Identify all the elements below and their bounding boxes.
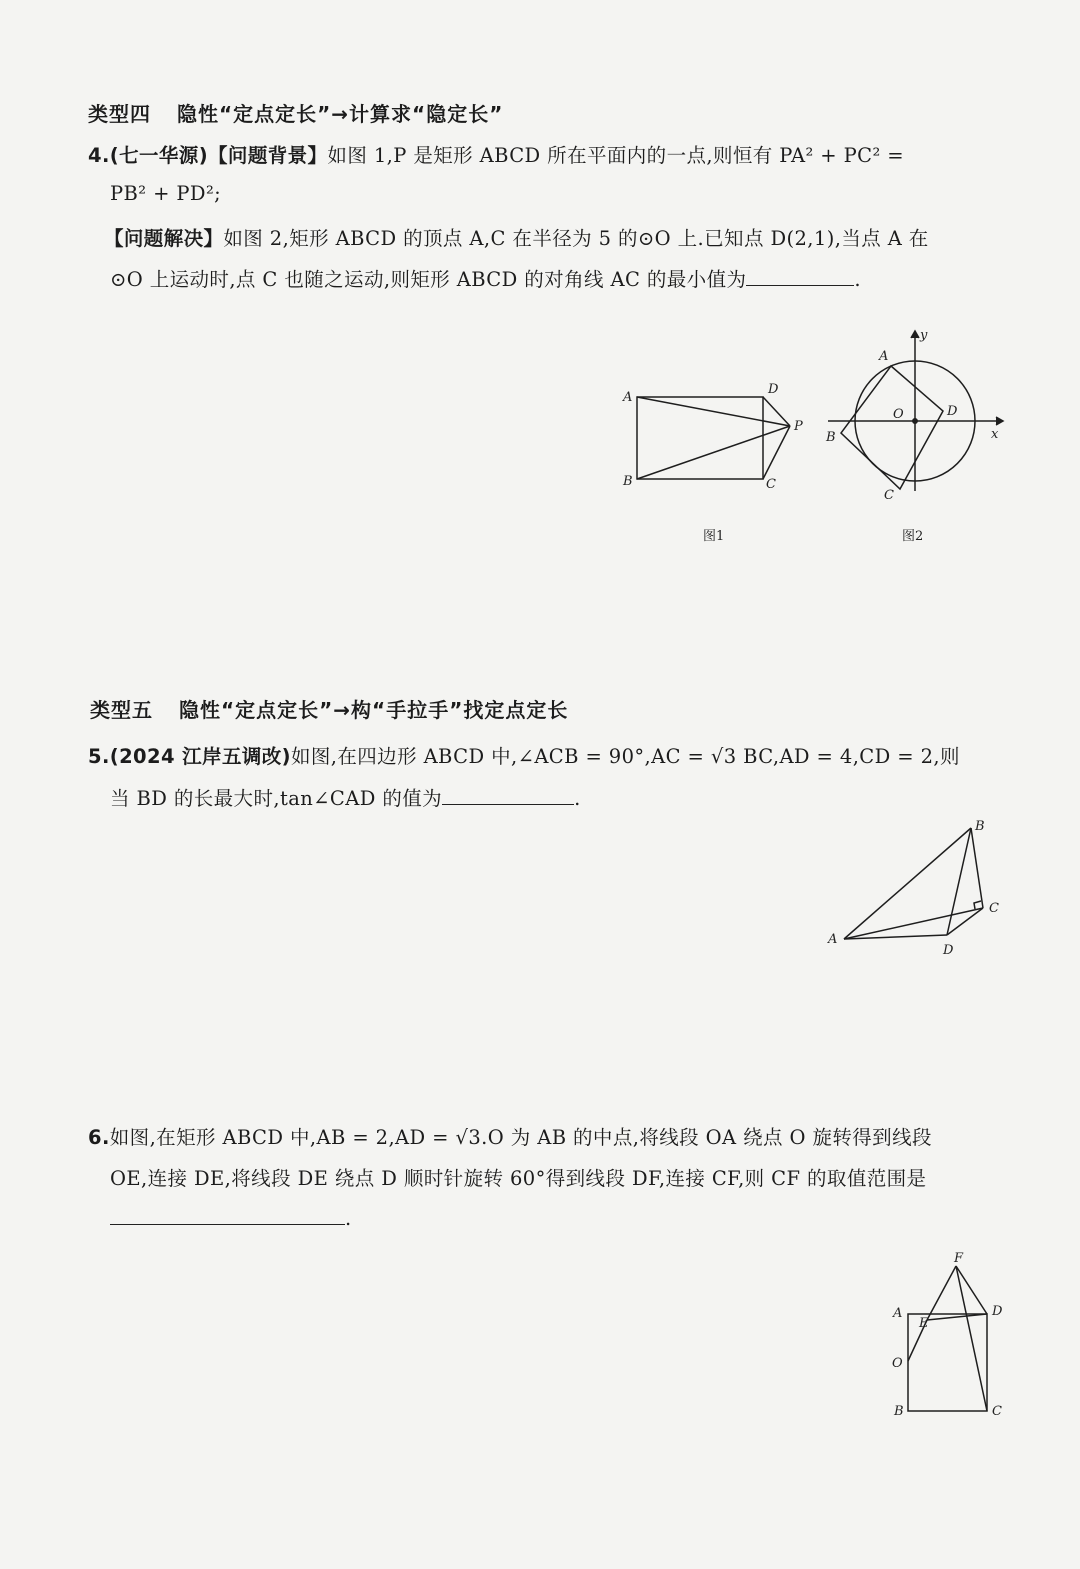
fig1-label-D: D <box>768 382 779 397</box>
q5-end: . <box>574 787 581 810</box>
fig1-label-A: A <box>623 390 633 405</box>
q5-segment-AB <box>844 828 971 939</box>
q5-text-2: 当 BD 的长最大时,tan∠CAD 的值为 <box>110 787 443 810</box>
fig1-label-C: C <box>766 477 776 492</box>
section-4-type: 类型四 <box>88 102 151 126</box>
q5-label-A: A <box>828 932 838 947</box>
q6-segment-EF <box>927 1266 956 1320</box>
section-5-heading <box>90 694 568 723</box>
fig2-label-x: x <box>991 427 999 442</box>
fig2-label-A: A <box>879 349 889 364</box>
q5-figure <box>820 812 1020 962</box>
fig2-y-arrow <box>911 331 919 338</box>
q5-line-2 <box>110 783 581 811</box>
fig1-caption: 图1 <box>703 529 725 544</box>
q5-label-D: D <box>943 943 954 958</box>
q4-answer-blank[interactable] <box>746 267 854 286</box>
q5-segment-BC <box>971 828 983 908</box>
fig2-label-C: C <box>884 488 894 503</box>
q5-number: 5. <box>88 745 110 768</box>
q6-label-O: O <box>892 1356 903 1371</box>
fig2-label-D: D <box>947 404 958 419</box>
q4-line-2 <box>110 182 221 205</box>
q6-segment-CF <box>956 1266 987 1411</box>
q6-answer-blank[interactable] <box>110 1206 345 1225</box>
section-4-title: 隐性“定点定长”→计算求“隐定长” <box>177 102 504 126</box>
q6-end: . <box>345 1207 352 1230</box>
q5-answer-blank[interactable] <box>442 786 574 805</box>
q6-number: 6. <box>88 1126 110 1149</box>
q6-label-D: D <box>992 1304 1003 1319</box>
section-5-type: 类型五 <box>90 698 153 722</box>
q4-tag-solution: 【问题解决】 <box>104 227 224 250</box>
q6-label-C: C <box>992 1404 1002 1419</box>
q6-label-F: F <box>954 1251 964 1266</box>
q5-right-angle-mark <box>974 901 981 909</box>
q6-line-2 <box>110 1163 926 1191</box>
section-5-title: 隐性“定点定长”→构“手拉手”找定点定长 <box>179 698 569 722</box>
q4-line-3 <box>104 223 929 251</box>
section-4-heading <box>88 98 503 127</box>
q5-label-C: C <box>989 901 999 916</box>
q4-source: (七一华源) <box>109 144 209 167</box>
q6-label-A: A <box>893 1306 903 1321</box>
q4-figure-2 <box>818 326 1018 550</box>
q5-source: (2024 江岸五调改) <box>109 745 291 768</box>
fig2-rectangle <box>841 366 943 489</box>
fig2-label-O: O <box>893 407 904 422</box>
q4-figure-1 <box>610 372 810 550</box>
q4-text-1: 如图 1,P 是矩形 ABCD 所在平面内的一点,则恒有 PA² + PC² = <box>327 144 905 167</box>
fig2-x-arrow <box>996 417 1003 425</box>
q4-text-3: 如图 2,矩形 ABCD 的顶点 A,C 在半径为 5 的⊙O 上.已知点 D(2,1),当点 A 在 <box>223 227 929 250</box>
q6-line-3 <box>110 1206 352 1230</box>
q6-label-B: B <box>894 1404 904 1419</box>
q5-label-B: B <box>975 819 985 834</box>
q4-line-1 <box>88 140 904 168</box>
fig2-label-y: y <box>920 328 928 343</box>
q5-line-1 <box>88 741 960 769</box>
q4-text-2: PB² + PD²; <box>110 182 222 205</box>
q6-text-1: 如图,在矩形 ABCD 中,AB = 2,AD = √3.O 为 AB 的中点,将线段 OA 绕点 O 旋转得到线段 <box>109 1126 932 1149</box>
q6-text-2: OE,连接 DE,将线段 DE 绕点 D 顺时针旋转 60°得到线段 DF,连接 CF,则 CF 的取值范围是 <box>110 1167 927 1190</box>
q6-line-1 <box>88 1122 932 1150</box>
fig2-label-B: B <box>826 430 836 445</box>
q5-text-1: 如图,在四边形 ABCD 中,∠ACB = 90°,AC = √3 BC,AD = 4,CD = 2,则 <box>290 745 960 768</box>
q4-text-4: ⊙O 上运动时,点 C 也随之运动,则矩形 ABCD 的对角线 AC 的最小值为 <box>110 268 747 291</box>
q4-line-4 <box>110 264 861 292</box>
q6-label-E: E <box>919 1316 929 1331</box>
fig1-label-P: P <box>794 419 803 434</box>
fig2-point-O <box>913 419 917 423</box>
fig2-caption: 图2 <box>902 529 924 544</box>
q4-tag-background: 【问题背景】 <box>208 144 328 167</box>
q4-end: . <box>854 268 861 291</box>
q6-segment-ED <box>927 1314 987 1320</box>
q6-figure <box>880 1240 1020 1425</box>
fig1-label-B: B <box>623 474 633 489</box>
q4-number: 4. <box>88 144 110 167</box>
